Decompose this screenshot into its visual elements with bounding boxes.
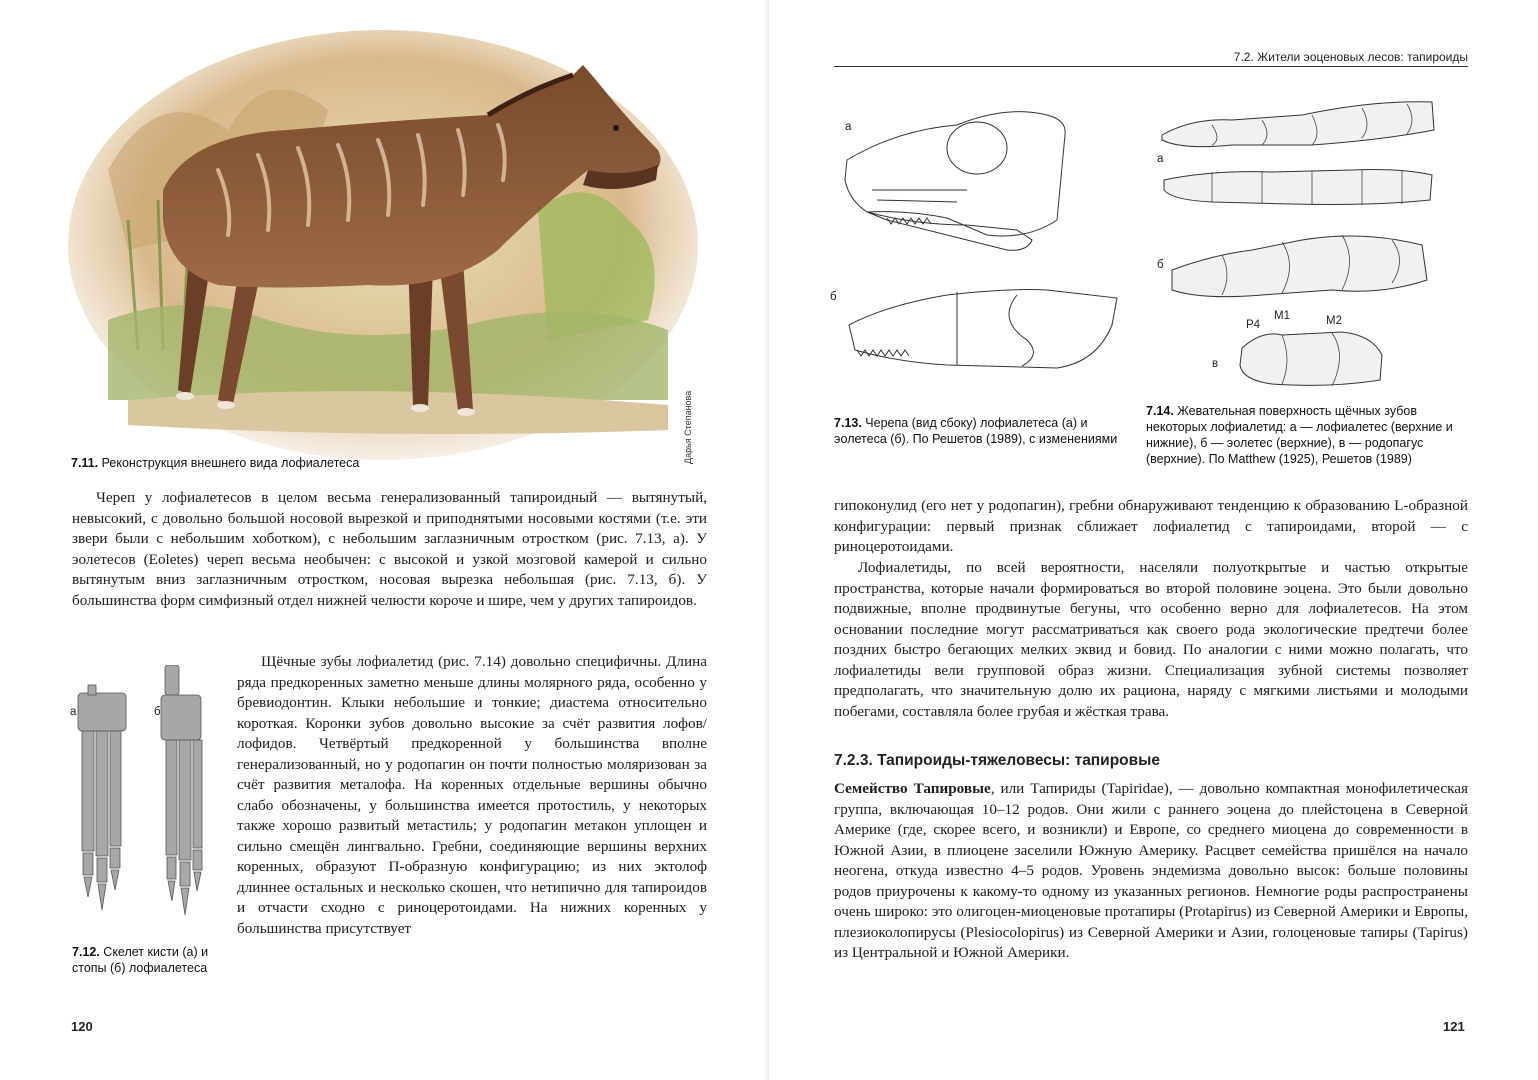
page-number-left: 120 [71, 1019, 93, 1034]
tooth-label-m2: M2 [1326, 315, 1342, 327]
figure-7-14-caption: 7.14. Жевательная поверхность щёчных зубов некоторых лофиалетид: а — лофиалетес (верхние и нижние), б — эолетес (верхние), в — родопагус (верхние). По Matthew (1925), Решетов (1989) [1146, 404, 1453, 466]
figure-7-13-caption: 7.13. Черепа (вид сбоку) лофиалетеса (а) и эолетеса (б). По Решетов (1989), с изменениями [834, 416, 1118, 446]
paragraph-habitat: Лофиалетиды, по всей вероятности, населяли полуоткрытые и частью открытые пространства, которые начали формироваться во второй половине эоцена. Это были довольно подвижные, вполне продвинутые бегуны, что особенно верно для лофиалетесов. На этом основании последние могут рассматриваться как своего рода экологические предтечи более поздних быстро бегающих мелких эквид и бовид. По аналогии с ними можно полагать, что лофиалетиды вели групповой образ жизни. Специализация зубной системы позволяет предполагать, что значительную долю их рациона, наряду с мягкими листьями и молодыми побегами, составляла более грубая и жёсткая трава. [834, 559, 1468, 720]
teeth-drawings [1152, 90, 1472, 390]
running-header: 7.2. Жители эоценовых лесов: тапироиды [834, 49, 1468, 67]
artist-credit: Дарья Степанова [683, 390, 693, 464]
figure-7-11-caption: 7.11. Реконструкция внешнего вида лофиалетеса [71, 456, 360, 470]
figure-7-12-caption: 7.12. Скелет кисти (а) и стопы (б) лофиалетеса [72, 945, 209, 975]
lophialetes-illustration [68, 20, 698, 460]
paragraph-cheek-teeth: Щёчные зубы лофиалетид (рис. 7.14) довольно специфичны. Длина ряда предкоренных заметно меньше длины молярного ряда, особенно у бревиодонтин. Клыки небольшие и тонкие; диастема относительно короткая. Коронки зубов довольно высокие за счёт развития лофов/лофидов. Четвёртый предкоренной у большинства вполне генерализованный, но у родопагин он почти полностью моляризован за счёт развития металофа. На коренных отдельные вершины обычно слабо обозначены, у большинства имеется протостиль, у некоторых также хорошо развитый метастиль; у родопагин метакон уплощен и сильно смещён лингвально. Гребни, соединяющие вершины верхних коренных, образуют П-образную конфигурацию; из них эктолоф длиннее остальных и несколько скошен, что нетипично для тапироидов и отчасти сходно с риноцеротоидами. На нижних коренных у большинства присутствует [237, 653, 707, 937]
skeleton-label-b: б [154, 706, 161, 718]
skull-drawings [827, 100, 1137, 400]
tooth-label-m1: M1 [1274, 310, 1290, 322]
tooth-label-p4: P4 [1246, 319, 1261, 331]
paragraph-skull: Череп у лофиалетесов в целом весьма генерализованный тапироидный — вытянутый, невысокий, с довольно большой носовой вырезкой и приподнятыми носовыми костями (т.е. эти звери были с небольшим хоботком), с небольшим заглазничным отростком (рис. 7.13, а). У эолетесов (Eoletes) череп весьма необычен: с высокой и узкой мозговой камерой и сильно вытянутым вниз заглазничным отростком, носовая вырезка небольшая (рис. 7.13, б). У большинства форм симфизный отдел нижней челюсти короче и шире, чем у других тапироидов. [72, 489, 707, 609]
paragraph-hypoconulid: гипоконулид (его нет у родопагин), гребни обнаруживают тенденцию к образованию L-образной конфигурации: первый признак сближает лофиалетид с тапироидами, второй — с риноцеротоидами. [834, 497, 1468, 555]
hand-foot-skeleton-drawing [68, 665, 218, 937]
teeth-label-c: в [1212, 358, 1219, 370]
teeth-label-a: а [1157, 153, 1164, 165]
skull-label-a: а [845, 121, 852, 133]
skull-label-b: б [830, 291, 837, 303]
teeth-label-b: б [1157, 259, 1164, 271]
skeleton-label-a: а [70, 706, 77, 718]
paragraph-tapiridae: Семейство Тапировые, или Тапириды (Tapiridae), — довольно компактная монофилетическая группа, включающая 10–12 родов. Они жили с раннего эоцена до плейстоцена в Северной Америке (где, скорее всего, и возникли) и Европе, со среднего миоцена до современности в Южной Азии, в плиоцене заселили Южную Америку. Расцвет семейства пришёлся на начало неогена, откуда известно 4–5 родов. Уровень эндемизма довольно высок: больше половины родов приурочены к какому-то одному из указанных регионов. Немногие роды распространены очень широко: это олигоцен-миоценовые протапиры (Protapirus) из Северной Америки и Европы, плезиоколопирусы (Plesiocolopirus) из Северной Америки и Азии, голоценовые тапиры (Tapirus) из Центральной и Южной Америки. [834, 780, 1468, 961]
section-heading: 7.2.3. Тапироиды-тяжеловесы: тапировые [834, 752, 1161, 769]
page-number-right: 121 [1443, 1019, 1465, 1034]
